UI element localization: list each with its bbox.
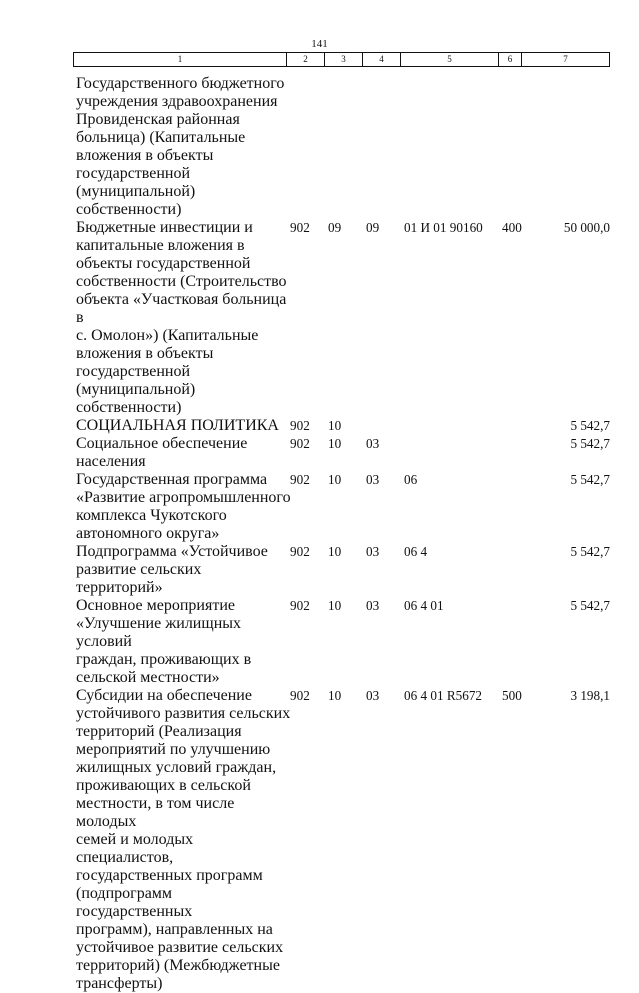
cell-section: 10: [328, 436, 342, 451]
cell-target-article: 01 И 01 90160: [404, 220, 483, 235]
cell-amount: 5 542,7: [570, 544, 610, 559]
row-name-line: (муниципальной): [76, 183, 196, 200]
cell-amount: 5 542,7: [570, 418, 610, 433]
table-row: [0, 543, 639, 597]
row-name-line: развитие сельских территорий»: [76, 561, 202, 596]
cell-section: 10: [328, 544, 342, 559]
cell-target-article: 06 4 01 R5672: [404, 688, 483, 703]
row-name: [76, 75, 291, 219]
column-header-7: 7: [563, 54, 568, 64]
cell-amount: 5 542,7: [570, 436, 610, 451]
budget-table-body: [0, 75, 639, 993]
cell-ministry: 902: [290, 472, 310, 487]
cell-ministry: 902: [290, 436, 310, 451]
row-name: [76, 597, 291, 687]
row-name-line: устойчивого развития сельских: [76, 705, 291, 722]
row-name-line: государственной: [76, 165, 191, 182]
row-name-line: жилищных условий граждан,: [76, 759, 277, 776]
table-row: [0, 435, 639, 471]
row-name-line: мероприятий по улучшению: [76, 741, 271, 758]
column-header-1: 1: [74, 53, 287, 66]
row-name-line: местности, в том числе молодых: [76, 795, 235, 830]
row-name-line: программ), направленных на: [76, 921, 273, 938]
row-name-line: капитальные вложения в: [76, 237, 245, 254]
row-name-line: государственных программ: [76, 867, 263, 884]
cell-subsection: 09: [366, 220, 380, 235]
row-name-line: объекты государственной: [76, 255, 251, 272]
row-name-line: граждан, проживающих в: [76, 651, 252, 668]
cell-section: 10: [328, 688, 342, 703]
column-header-5: 5: [401, 53, 499, 66]
row-name-line: больница) (Капитальные: [76, 129, 246, 146]
cell-amount: 5 542,7: [570, 472, 610, 487]
row-name-line: автономного округа»: [76, 525, 220, 542]
row-name-line: собственности): [76, 201, 182, 218]
row-name-line: Бюджетные инвестиции и: [76, 219, 253, 236]
cell-subsection: 03: [366, 472, 380, 487]
cell-section: 10: [328, 598, 342, 613]
cell-amount: 3 198,1: [570, 688, 610, 703]
row-name-line: населения: [76, 453, 146, 470]
cell-subsection: 03: [366, 436, 380, 451]
row-name-line: «Улучшение жилищных условий: [76, 615, 241, 650]
cell-section: 09: [328, 220, 342, 235]
row-name-line: «Развитие агропромышленного: [76, 489, 291, 506]
cell-subsection: 03: [366, 688, 380, 703]
cell-ministry: 902: [290, 418, 310, 433]
row-name-line: собственности (Строительство: [76, 273, 287, 290]
row-name-line: Основное мероприятие: [76, 597, 235, 614]
table-row: [0, 471, 639, 543]
cell-ministry: 902: [290, 688, 310, 703]
row-name-line: Подпрограмма «Устойчивое: [76, 543, 268, 560]
row-name-line: объекта «Участковая больница в: [76, 291, 287, 326]
row-name: [76, 471, 291, 543]
table-row: [0, 687, 639, 993]
row-name-line: вложения в объекты: [76, 345, 214, 362]
row-name-line: проживающих в сельской: [76, 777, 251, 794]
cell-subsection: 03: [366, 598, 380, 613]
row-name: [76, 219, 291, 417]
column-header-row: [73, 52, 610, 67]
cell-target-article: 06 4: [404, 544, 428, 559]
cell-amount: 5 542,7: [570, 598, 610, 613]
row-name: [76, 417, 291, 435]
row-name-line: комплекса Чукотского: [76, 507, 227, 524]
row-name-line: устойчивое развитие сельских: [76, 939, 284, 956]
table-row: [0, 75, 639, 219]
row-name-line: государственной: [76, 363, 191, 380]
row-name-line: Провиденская районная: [76, 111, 240, 128]
row-name-line: (муниципальной): [76, 381, 196, 398]
row-name-line: Государственная программа: [76, 471, 268, 488]
row-name-line: учреждения здравоохранения: [76, 93, 278, 110]
row-name-line: семей и молодых специалистов,: [76, 831, 194, 866]
cell-target-article: 06 4 01: [404, 598, 444, 613]
cell-subsection: 03: [366, 544, 380, 559]
table-row: [0, 219, 639, 417]
cell-target-article: 06: [404, 472, 418, 487]
cell-section: 10: [328, 472, 342, 487]
row-name-line: территорий (Реализация: [76, 723, 242, 740]
row-name-line: Субсидии на обеспечение: [76, 687, 252, 704]
row-name: [76, 687, 291, 993]
row-name-line: Социальное обеспечение: [76, 435, 248, 452]
row-name: [76, 543, 291, 597]
cell-ministry: 902: [290, 220, 310, 235]
table-row: [0, 597, 639, 687]
row-name-line: трансферты): [76, 975, 163, 992]
cell-expense-type: 500: [502, 688, 522, 703]
row-name-line: Государственного бюджетного: [76, 75, 285, 92]
cell-ministry: 902: [290, 544, 310, 559]
column-header-2: 2: [287, 53, 325, 66]
table-row: [0, 417, 639, 435]
cell-amount: 50 000,0: [563, 220, 610, 235]
row-name-line: с. Омолон») (Капитальные: [76, 327, 259, 344]
page-number: 141: [311, 38, 328, 50]
row-name-line: сельской местности»: [76, 669, 220, 686]
cell-expense-type: 400: [502, 220, 522, 235]
column-header-6: 6: [499, 53, 522, 66]
column-header-3: 3: [325, 53, 363, 66]
row-name-line: СОЦИАЛЬНАЯ ПОЛИТИКА: [76, 417, 279, 434]
cell-ministry: 902: [290, 598, 310, 613]
cell-section: 10: [328, 418, 342, 433]
row-name: [76, 435, 291, 471]
row-name-line: (подпрограмм государственных: [76, 885, 193, 920]
column-header-4: 4: [363, 53, 401, 66]
row-name-line: территорий) (Межбюджетные: [76, 957, 280, 974]
row-name-line: вложения в объекты: [76, 147, 214, 164]
row-name-line: собственности): [76, 399, 182, 416]
